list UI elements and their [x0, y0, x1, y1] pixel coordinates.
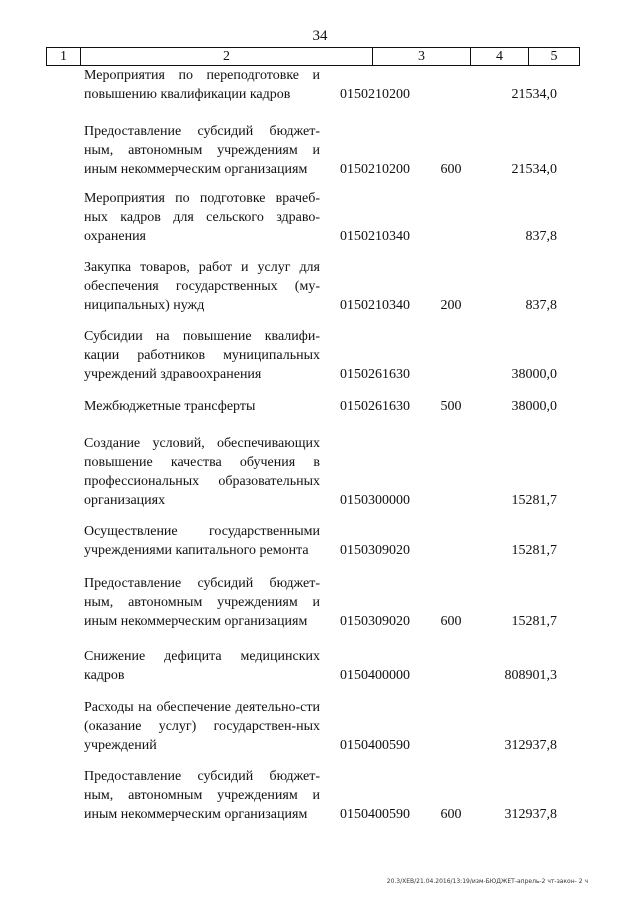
row-amount: 15281,7 — [511, 614, 557, 629]
row-vr: 500 — [440, 399, 462, 414]
row-amount: 837,8 — [525, 298, 557, 313]
row-code: 0150400000 — [340, 668, 410, 683]
row-code: 0150309020 — [340, 614, 410, 629]
row-amount: 312937,8 — [504, 807, 557, 822]
row-code: 0150261630 — [340, 399, 410, 414]
header-col-1: 1 — [47, 48, 81, 65]
row-code: 0150400590 — [340, 807, 410, 822]
table-header — [46, 47, 580, 66]
header-col-2: 2 — [81, 48, 373, 65]
row-code: 0150210340 — [340, 229, 410, 244]
row-name: Предоставление субсидий бюджет-ным, автономным учреждениям и иным некоммерческим организациям — [84, 576, 320, 629]
row-amount: 312937,8 — [504, 738, 557, 753]
row-name: Мероприятия по подготовке врачеб-ных кадров для сельского здраво-охранения — [84, 191, 320, 244]
row-vr: 600 — [440, 162, 462, 177]
header-col-4: 4 — [471, 48, 529, 65]
row-name: Закупка товаров, работ и услуг для обеспечения государственных (му-ниципальных) нужд — [84, 260, 320, 313]
row-code: 0150300000 — [340, 493, 410, 508]
row-amount: 21534,0 — [511, 87, 557, 102]
row-name: Субсидии на повышение квалифи-кации работников муниципальных учреждений здравоохранения — [84, 329, 320, 382]
row-code: 0150210340 — [340, 298, 410, 313]
row-amount: 38000,0 — [511, 367, 557, 382]
row-name: Снижение дефицита медицинских кадров — [84, 649, 320, 683]
row-amount: 38000,0 — [511, 399, 557, 414]
header-col-5: 5 — [550, 49, 558, 64]
row-name: Расходы на обеспечение деятельно-сти (оказание услуг) государствен-ных учреждений — [84, 700, 320, 753]
row-name: Предоставление субсидий бюджет-ным, автономным учреждениям и иным некоммерческим организациям — [84, 769, 320, 822]
footer-note: 20.3/ХЕВ/21.04.2016/13:19/изм-БЮДЖЕТ-апрель-2 чт-закон- 2 ч — [386, 878, 588, 885]
row-name: Осуществление государственными учреждениями капитального ремонта — [84, 524, 320, 558]
row-code: 0150400590 — [340, 738, 410, 753]
row-amount: 15281,7 — [511, 493, 557, 508]
row-code: 0150210200 — [340, 87, 410, 102]
row-name: Создание условий, обеспечивающих повышение качества обучения в профессиональных образовательных организациях — [84, 436, 320, 508]
row-code: 0150309020 — [340, 543, 410, 558]
header-col-3: 3 — [373, 48, 471, 65]
row-name: Предоставление субсидий бюджет-ным, автономным учреждениям и иным некоммерческим организациям — [84, 124, 320, 177]
row-code: 0150261630 — [340, 367, 410, 382]
row-name: Мероприятия по переподготовке и повышению квалификации кадров — [84, 68, 320, 102]
row-amount: 808901,3 — [504, 668, 557, 683]
row-vr: 600 — [440, 614, 462, 629]
row-vr: 600 — [440, 807, 462, 822]
row-name: Межбюджетные трансферты — [84, 399, 256, 414]
row-amount: 837,8 — [525, 229, 557, 244]
row-vr: 200 — [440, 298, 462, 313]
row-code: 0150210200 — [340, 162, 410, 177]
row-amount: 21534,0 — [511, 162, 557, 177]
row-amount: 15281,7 — [511, 543, 557, 558]
page-number: 34 — [312, 28, 328, 44]
